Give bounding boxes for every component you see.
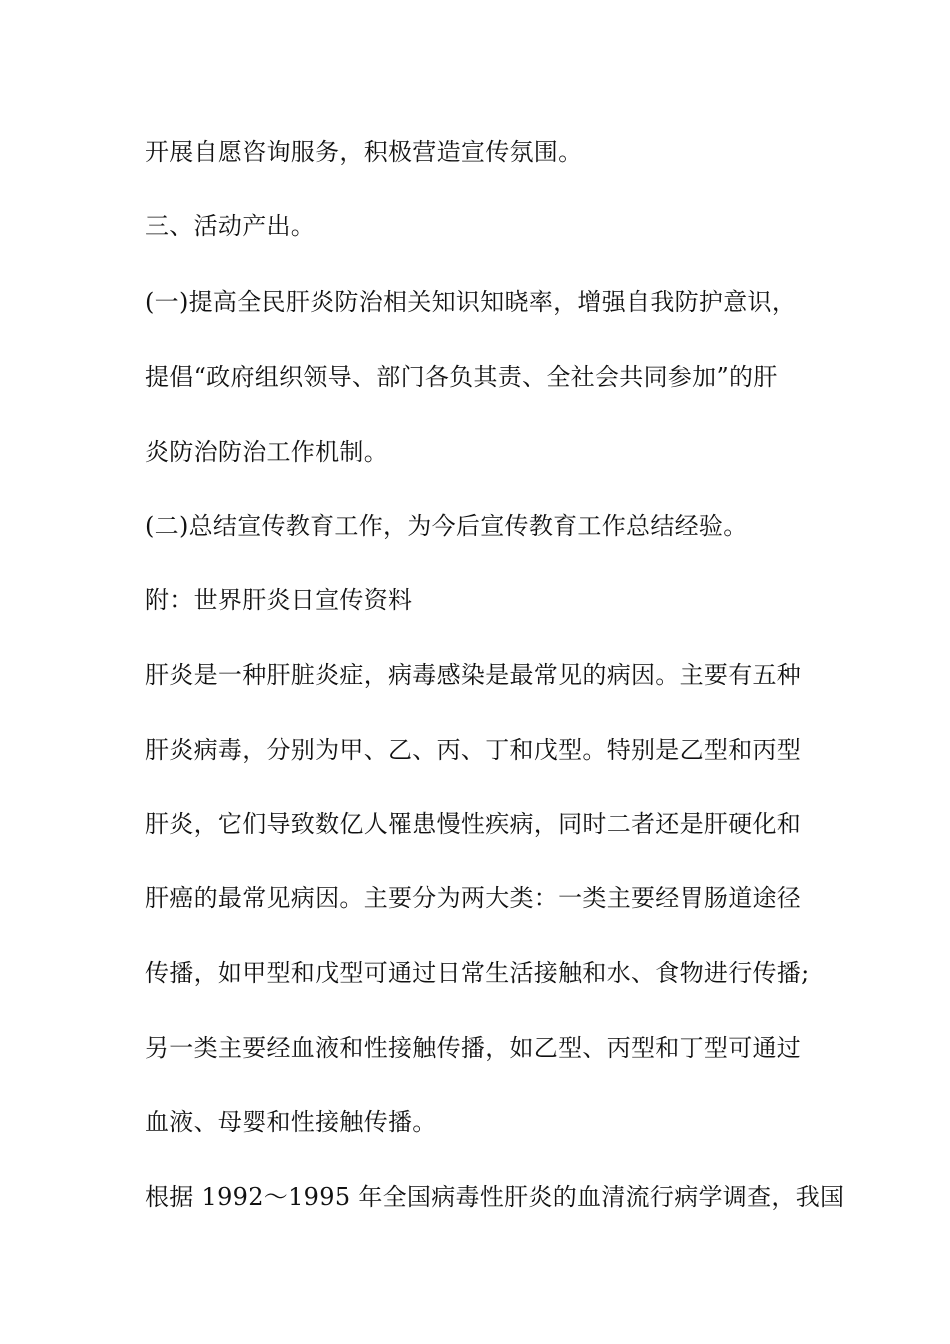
text-line: 肝炎病毒，分别为甲、乙、丙、丁和戊型。特别是乙型和丙型 xyxy=(145,736,802,764)
text-line: 肝炎，它们导致数亿人罹患慢性疾病，同时二者还是肝硬化和 xyxy=(145,810,802,838)
text-line: 根据 1992～1995 年全国病毒性肝炎的血清流行病学调查，我国 xyxy=(145,1183,845,1211)
text-line: (一)提高全民肝炎防治相关知识知晓率，增强自我防护意识， xyxy=(145,288,797,316)
text-line: 炎防治防治工作机制。 xyxy=(145,438,388,466)
text-line: 开展自愿咨询服务，积极营造宣传氛围。 xyxy=(145,138,583,166)
text-line: 血液、母婴和性接触传播。 xyxy=(145,1108,437,1136)
text-line: 传播，如甲型和戊型可通过日常生活接触和水、食物进行传播; xyxy=(145,959,810,987)
text-line: 肝癌的最常见病因。主要分为两大类：一类主要经胃肠道途径 xyxy=(145,884,802,912)
text-line: 肝炎是一种肝脏炎症，病毒感染是最常见的病因。主要有五种 xyxy=(145,661,802,689)
section-heading: 三、活动产出。 xyxy=(145,212,316,240)
text-line: (二)总结宣传教育工作，为今后宣传教育工作总结经验。 xyxy=(145,512,748,540)
appendix-heading: 附：世界肝炎日宣传资料 xyxy=(145,586,413,614)
text-line: 另一类主要经血液和性接触传播，如乙型、丙型和丁型可通过 xyxy=(145,1034,802,1062)
text-line: 提倡“政府组织领导、部门各负其责、全社会共同参加”的肝 xyxy=(145,363,778,391)
